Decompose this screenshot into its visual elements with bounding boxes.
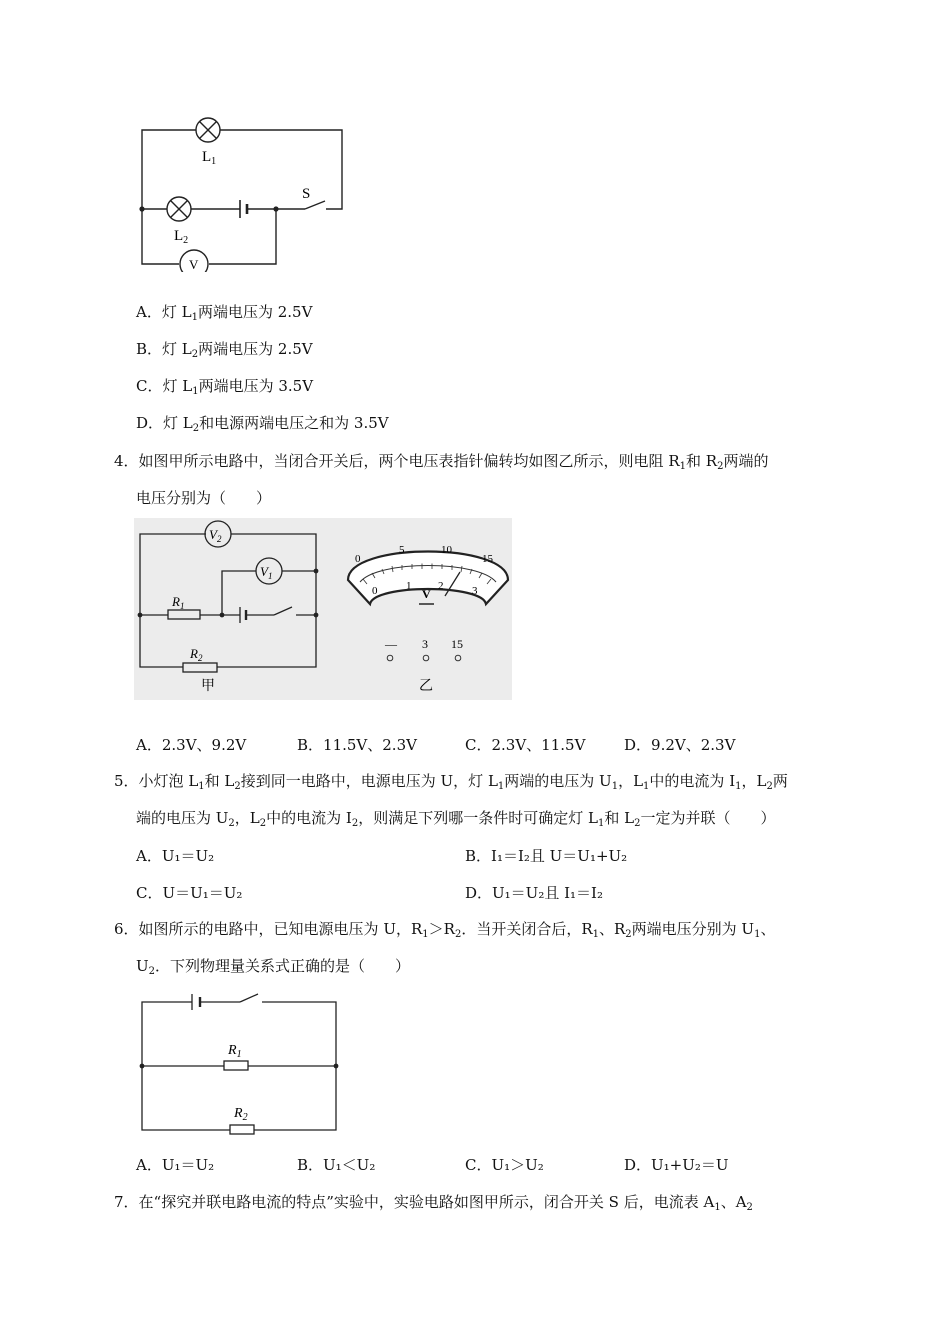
q4-meter-top-15: 15 (482, 553, 493, 565)
q3-label-s: S (302, 186, 311, 202)
q6-option-d: D．U₁+U₂＝U (624, 1156, 729, 1174)
q5-option-a: A．U₁＝U₂ (136, 847, 215, 865)
q3-option-d: D．灯 $L_2$和电源两端电压之和为 3.5V (136, 414, 389, 434)
q4-terminal-15: 15 (451, 637, 463, 651)
q4-option-a: A．2.3V、9.2V (136, 736, 247, 754)
q3-circuit-diagram (130, 112, 360, 272)
q4-meter-bottom-3: 3 (472, 585, 478, 597)
q4-label-jia: 甲 (201, 679, 215, 694)
q7-stem-line1: 7．在“探究并联电路电流的特点”实验中，实验电路如图甲所示，闭合开关 S 后，电流表 $A_1$、$A_2$ (114, 1193, 753, 1213)
q4-meter-top-10: 10 (441, 544, 452, 556)
q6-option-c: C．U₁＞U₂ (465, 1156, 544, 1174)
q4-stem-line1: 4．如图甲所示电路中，当闭合开关后，两个电压表指针偏转均如图乙所示，则电阻 $R_1$和 $R_2$两端的 (114, 452, 769, 472)
q5-option-b: B．I₁＝I₂且 U＝U₁+U₂ (465, 847, 628, 865)
q5-option-d: D．U₁＝U₂且 I₁＝I₂ (465, 884, 603, 902)
q6-option-b: B．U₁＜U₂ (297, 1156, 376, 1174)
q5-stem-line1: 5．小灯泡 $L_1$和 $L_2$接到同一电路中，电源电压为 U，灯 $L_1$两端的电压为 $U_1$，$L_1$中的电流为 $I_1$，$L_2$两 (114, 772, 788, 792)
q4-terminal-3: 3 (422, 637, 428, 651)
q3-option-a: A．灯 $L_1$两端电压为 2.5V (136, 303, 313, 323)
q3-option-c: C．灯 $L_1$两端电压为 3.5V (136, 377, 314, 397)
q4-meter-bottom-1: 1 (406, 580, 412, 592)
q4-meter-v: V (422, 587, 431, 601)
q4-r1-label: $R_1$ (172, 594, 185, 611)
q3-voltmeter-label: V (189, 257, 199, 272)
q5-stem-line2: 端的电压为 $U_2$，$L_2$中的电流为 $I_2$，则满足下列哪一条件时可确定灯 $L_1$和 $L_2$一定为并联（ ） (136, 809, 776, 829)
q4-r2-label: $R_2$ (190, 646, 203, 663)
q4-option-b: B．11.5V、2.3V (297, 736, 417, 754)
q3-label-l2: $L_2$ (174, 228, 189, 246)
q4-v1-label: $V_1$ (260, 564, 273, 581)
q5-option-c: C．U＝U₁＝U₂ (136, 884, 243, 902)
q6-stem-line1: 6．如图所示的电路中，已知电源电压为 U，$R_1>R_2$．当开关闭合后，$R_1$、$R_2$两端电压分别为 $U_1$、 (114, 920, 776, 940)
q4-label-yi: 乙 (419, 679, 433, 694)
q4-option-c: C．2.3V、11.5V (465, 736, 586, 754)
q6-r1-label: $R_1$ (228, 1043, 242, 1060)
q3-option-b: B．灯 $L_2$两端电压为 2.5V (136, 340, 313, 360)
q4-stem-line2: 电压分别为（ ） (136, 489, 272, 507)
q4-meter-bottom-0: 0 (372, 585, 378, 597)
q4-meter-top-5: 5 (399, 544, 405, 556)
q4-figure (134, 518, 512, 700)
q4-meter-top-0: 0 (355, 553, 361, 565)
q4-meter-bottom-2: 2 (438, 580, 444, 592)
q6-option-a: A．U₁＝U₂ (136, 1156, 215, 1174)
q4-option-d: D．9.2V、2.3V (624, 736, 736, 754)
q6-circuit-diagram (132, 990, 347, 1135)
q3-label-l1: $L_1$ (202, 149, 217, 167)
q6-r2-label: $R_2$ (234, 1106, 248, 1123)
q4-terminal-minus: — (385, 637, 397, 651)
q4-v2-label: $V_2$ (209, 527, 222, 544)
q6-stem-line2: $U_2$．下列物理量关系式正确的是（ ） (136, 957, 411, 977)
